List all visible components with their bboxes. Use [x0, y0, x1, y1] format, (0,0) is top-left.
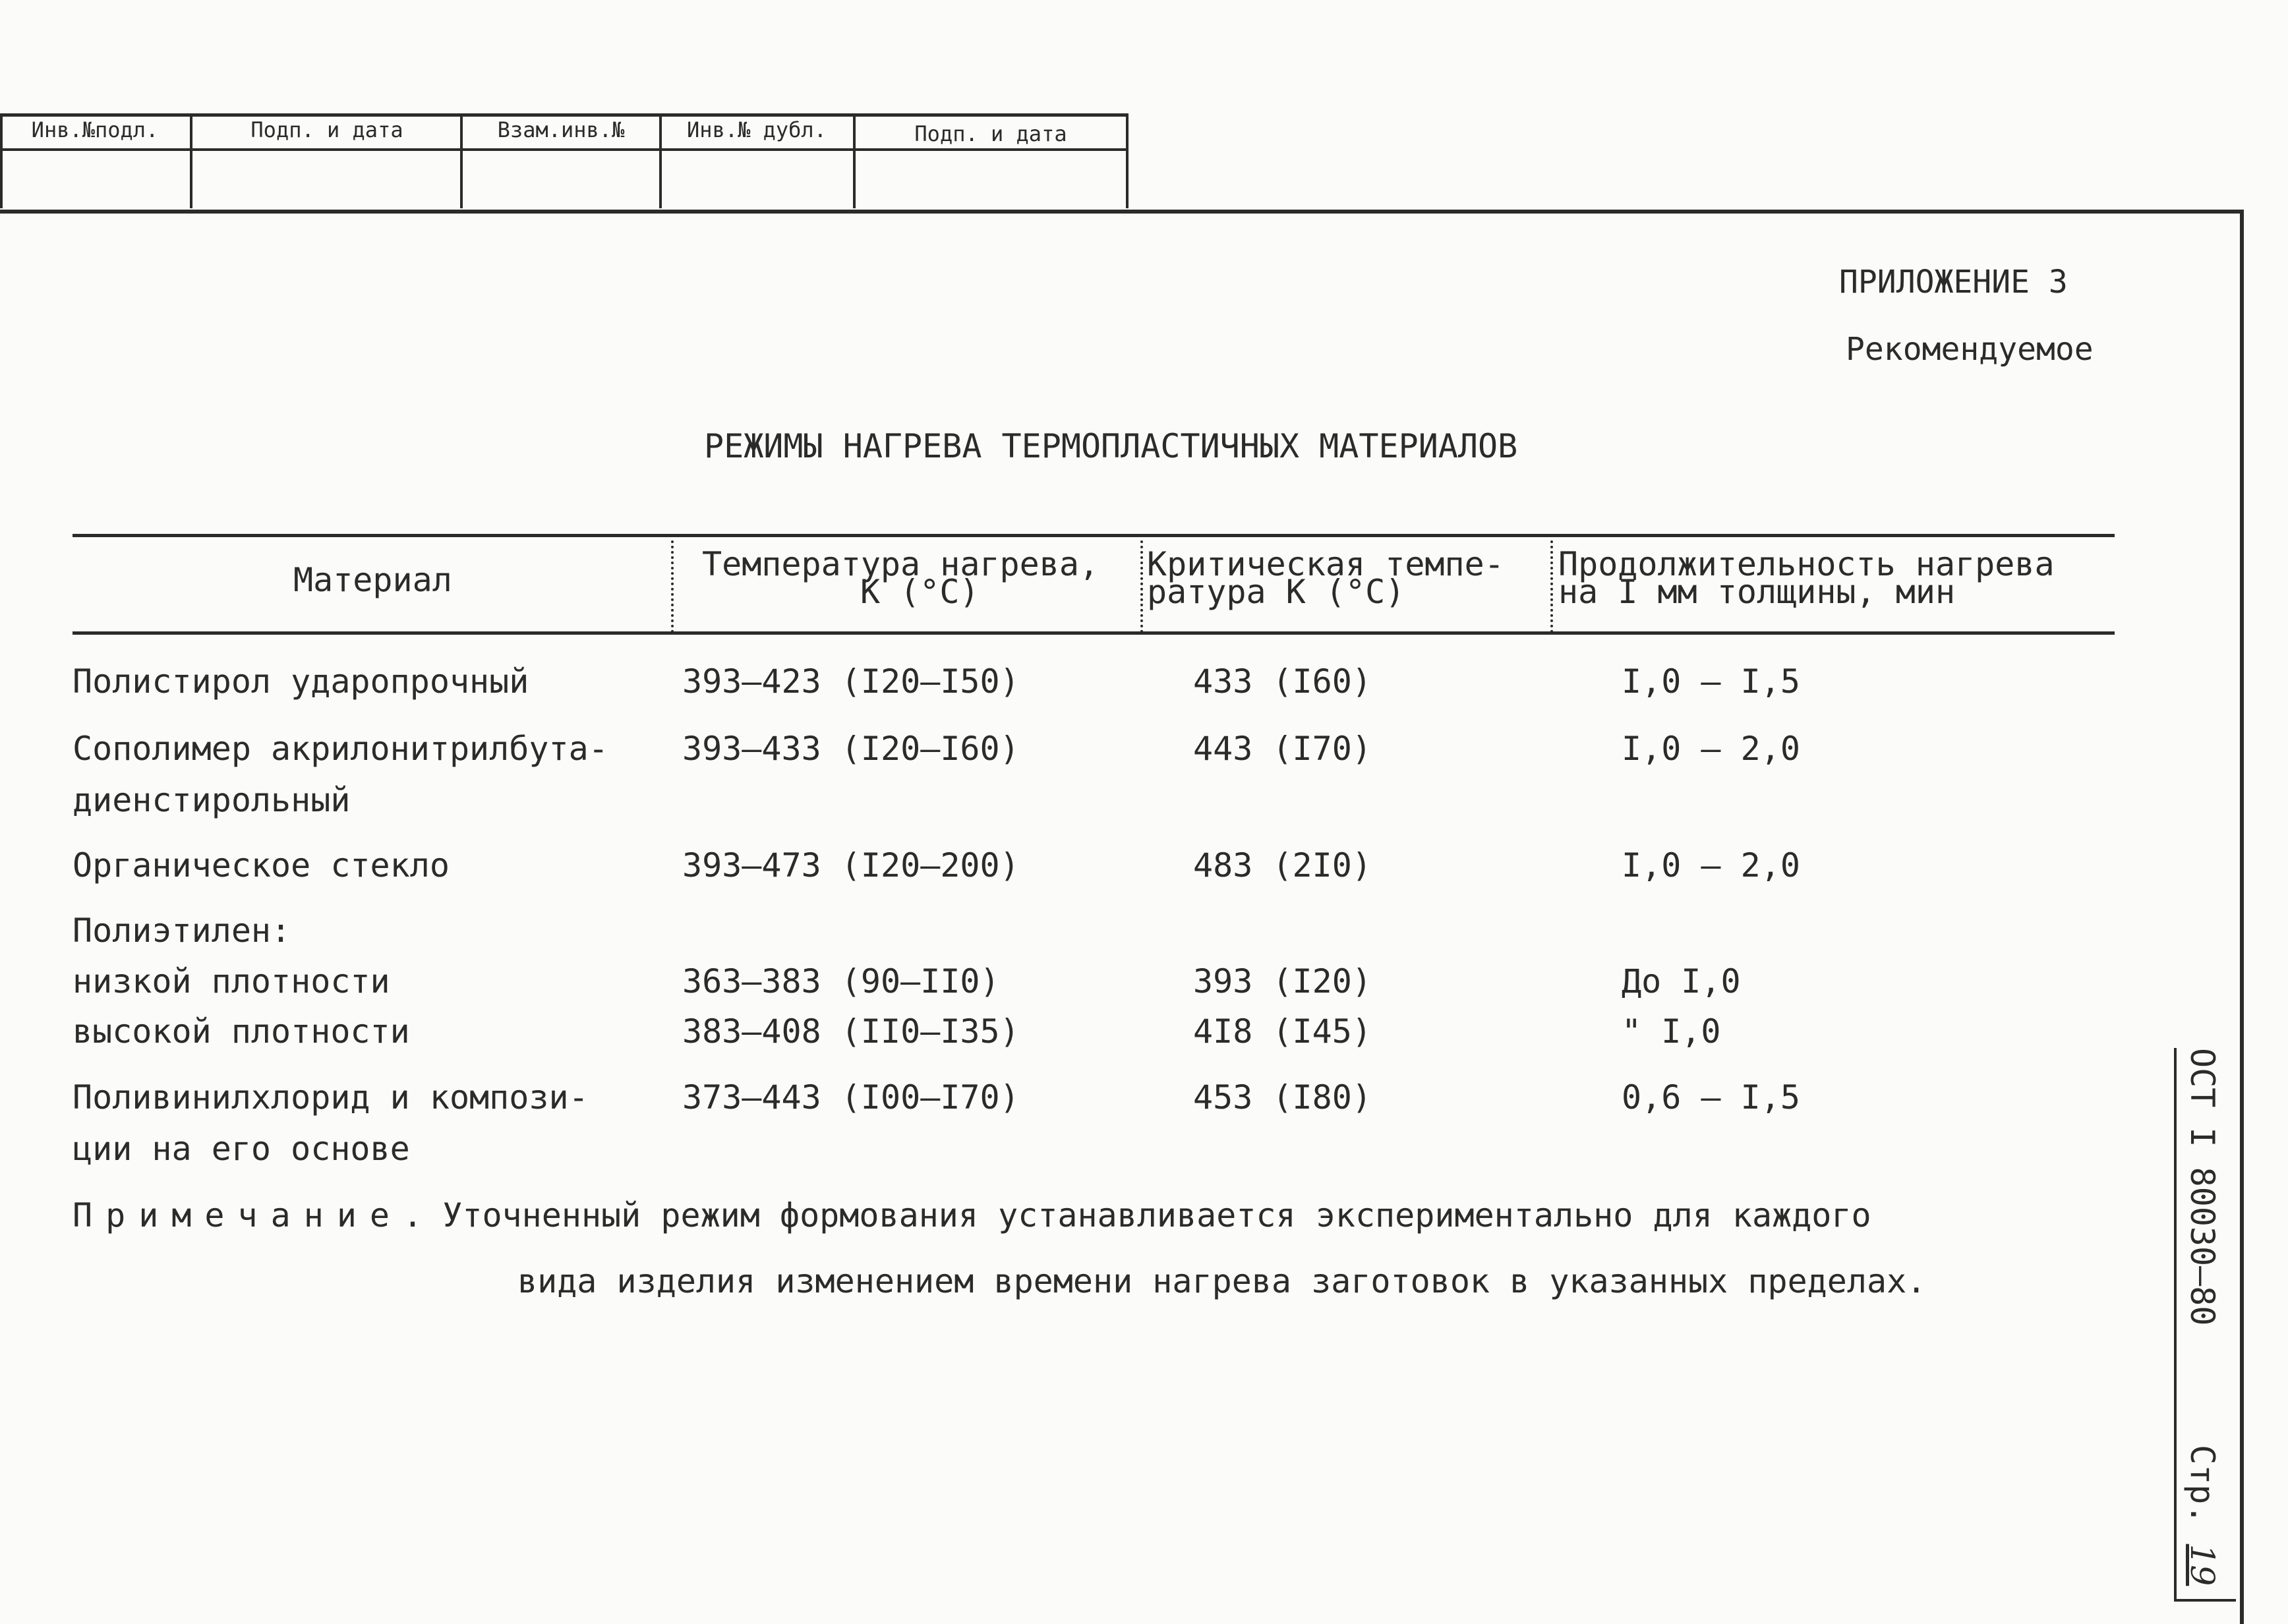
- row-2-material: Сополимер акрилонитрилбута-: [73, 730, 608, 768]
- row-6-material: высокой плотности: [73, 1012, 410, 1051]
- row-2-critical: 443 (I70): [1193, 730, 1372, 768]
- frame-top-border: [0, 210, 2243, 214]
- row-4-group-label: Полиэтилен:: [73, 912, 291, 950]
- row-3-duration: I,0 – 2,0: [1622, 846, 1800, 884]
- row-7-duration: 0,6 – I,5: [1622, 1078, 1800, 1116]
- row-1-material: Полистирол ударопрочный: [73, 662, 529, 701]
- row-3-heat: 393–473 (I20–200): [682, 846, 1020, 884]
- side-stamp-bottom-line: [2174, 1599, 2236, 1602]
- header-heat-temp-unit: К (°С): [860, 573, 980, 611]
- row-3-critical: 483 (2I0): [1193, 846, 1372, 884]
- header-critical-unit: ратура К (°С): [1147, 573, 1405, 611]
- page-title: РЕЖИМЫ НАГРЕВА ТЕРМОПЛАСТИЧНЫХ МАТЕРИАЛОВ: [704, 427, 1518, 465]
- side-stamp: [2174, 1048, 2236, 1602]
- row-5-heat: 363–383 (90–II0): [682, 962, 1000, 1000]
- row-5-critical: 393 (I20): [1193, 962, 1372, 1000]
- header-duration-unit: на I мм толщины, мин: [1558, 573, 1956, 611]
- note-text: . Уточненный режим формования устанавливается экспериментально для каждого: [403, 1196, 1871, 1234]
- column-separator: [1140, 540, 1143, 633]
- stamp-header-podp-data: Подп. и дата: [250, 117, 403, 142]
- stamp-header-podp-data-2: Подп. и дата: [914, 121, 1067, 146]
- note-text-cont: вида изделия изменением времени нагрева заготовок в указанных пределах.: [517, 1262, 1927, 1300]
- row-6-critical: 4I8 (I45): [1193, 1012, 1372, 1051]
- header-duration: Продолжительность нагрева: [1558, 545, 2055, 583]
- page-label: Стр.: [2183, 1445, 2221, 1524]
- row-2-duration: I,0 – 2,0: [1622, 730, 1800, 768]
- note: [73, 1196, 1871, 1234]
- side-stamp-text: [2183, 1048, 2221, 1586]
- row-7-critical: 453 (I80): [1193, 1078, 1372, 1116]
- stamp-header-vzam-inv: Взам.инв.№: [497, 117, 625, 142]
- frame-right-border: [2240, 210, 2244, 1624]
- stamp-header-inv-dubl: Инв.№ дубл.: [687, 117, 827, 142]
- header-material: Материал: [293, 561, 452, 599]
- page-number: 19: [2183, 1544, 2221, 1586]
- row-1-duration: I,0 – I,5: [1622, 662, 1800, 701]
- header-critical: Критическая темпе-: [1147, 545, 1504, 583]
- header-heat-temp: Температура нагрева,: [702, 545, 1100, 583]
- row-5-material: низкой плотности: [73, 962, 390, 1000]
- row-6-heat: 383–408 (II0–I35): [682, 1012, 1020, 1051]
- status-label: Рекомендуемое: [1846, 331, 2094, 368]
- row-1-critical: 433 (I60): [1193, 662, 1372, 701]
- appendix-label: ПРИЛОЖЕНИЕ 3: [1839, 264, 2068, 301]
- column-separator: [671, 540, 674, 633]
- doc-code: ОСТ I 80030–80: [2183, 1048, 2221, 1326]
- table-header-rule: [73, 631, 2115, 635]
- row-7-material: Поливинилхлорид и компози-: [73, 1078, 589, 1116]
- row-1-heat: 393–423 (I20–I50): [682, 662, 1020, 701]
- row-3-material: Органическое стекло: [73, 846, 450, 884]
- column-separator: [1550, 540, 1553, 633]
- row-2-material-cont: диенстирольный: [73, 781, 351, 819]
- note-label: Примечание: [73, 1196, 403, 1234]
- row-2-heat: 393–433 (I20–I60): [682, 730, 1020, 768]
- row-7-material-cont: ции на его основе: [73, 1130, 410, 1168]
- row-6-duration: " I,0: [1622, 1012, 1721, 1051]
- row-5-duration: До I,0: [1622, 962, 1741, 1000]
- stamp-grid: [0, 113, 1129, 208]
- stamp-header-inv-podl: Инв.№подл.: [31, 117, 159, 142]
- row-7-heat: 373–443 (I00–I70): [682, 1078, 1020, 1116]
- table-top-rule: [73, 534, 2115, 537]
